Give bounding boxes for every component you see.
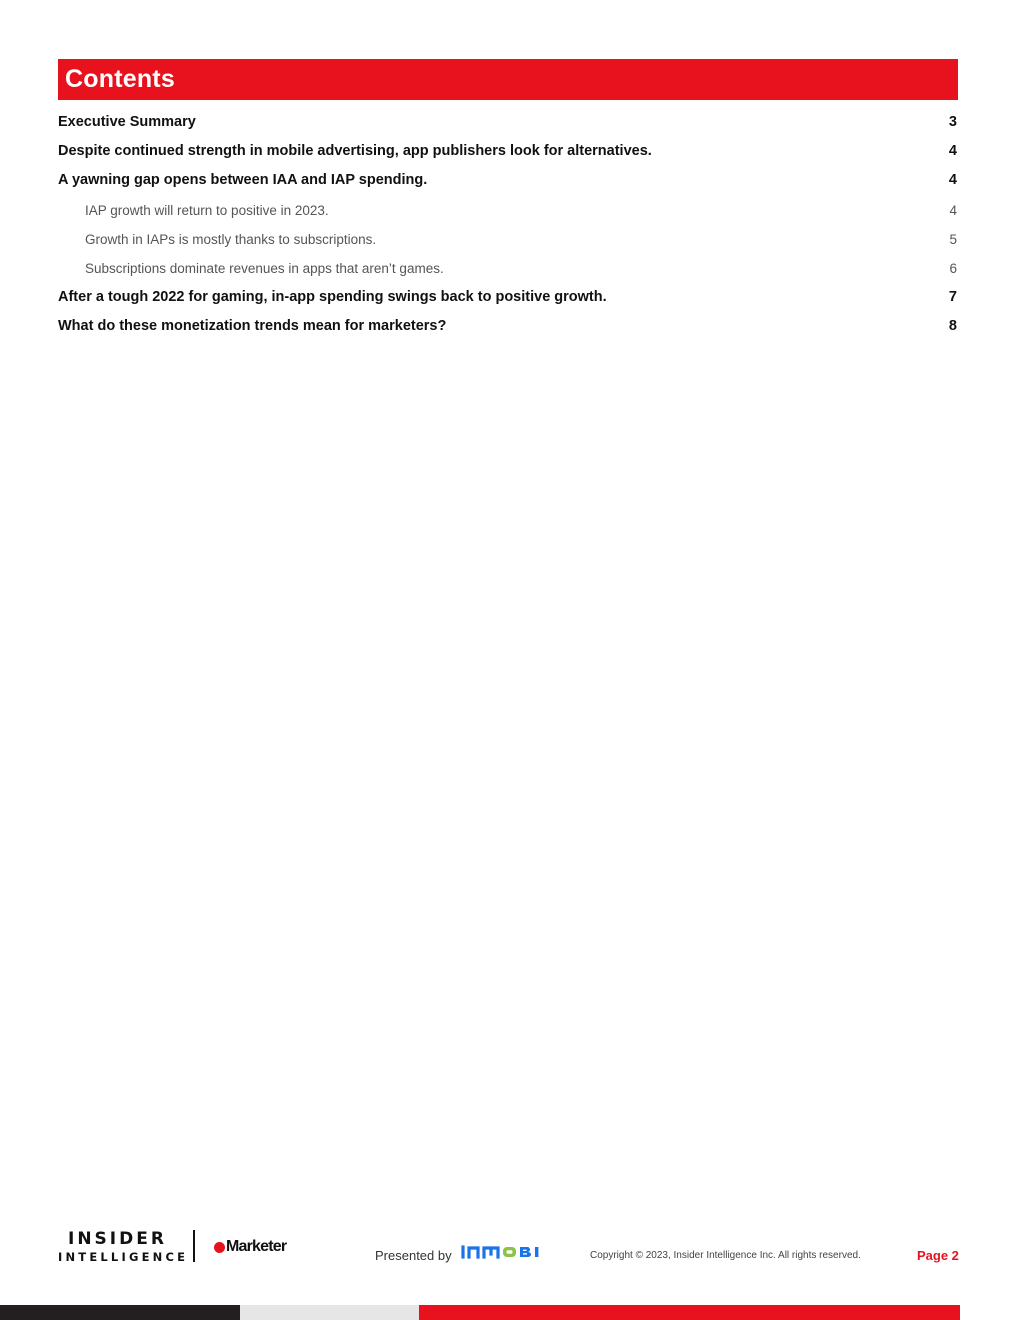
insider-intelligence-logo: INSIDER INTELLIGENCE (58, 1229, 189, 1264)
page-footer (0, 1222, 1020, 1282)
toc-entry-title: Subscriptions dominate revenues in apps that aren’t games. (85, 260, 444, 276)
toc-entry-title: A yawning gap opens between IAA and IAP spending. (58, 172, 428, 189)
toc-entry[interactable] (58, 283, 958, 312)
toc-entry-title: What do these monetization trends mean for marketers? (58, 318, 447, 335)
toc-entry[interactable] (58, 225, 958, 254)
toc-entry-page: 4 (948, 172, 957, 189)
inmobi-logo (461, 1244, 549, 1260)
toc-entry[interactable] (58, 137, 958, 166)
toc-entry-page: 7 (948, 289, 957, 306)
toc-entry[interactable] (58, 166, 958, 195)
toc-entry-page: 8 (948, 318, 957, 335)
toc-entry-page: 4 (949, 202, 957, 218)
toc-entry[interactable] (58, 196, 958, 225)
page-title: Contents (65, 65, 175, 93)
toc-entry-title: After a tough 2022 for gaming, in-app spending swings back to positive growth. (58, 289, 607, 306)
emarketer-wordmark: Marketer (226, 1238, 287, 1255)
bottom-bar-gray-segment (240, 1305, 419, 1320)
table-of-contents (58, 108, 958, 342)
toc-entry-title: Executive Summary (58, 114, 196, 130)
presented-by-label: Presented by (375, 1248, 452, 1263)
toc-entry-title: IAP growth will return to positive in 2023. (85, 202, 329, 218)
emarketer-dot-icon (214, 1242, 225, 1253)
contents-header-banner (58, 59, 958, 100)
bottom-bar-red-segment (419, 1305, 960, 1320)
toc-entry[interactable] (58, 254, 958, 283)
toc-entry-page: 6 (949, 260, 957, 276)
toc-entry-title: Despite continued strength in mobile advertising, app publishers look for alternatives. (58, 143, 652, 160)
toc-entry[interactable] (58, 312, 958, 341)
toc-entry-title: Growth in IAPs is mostly thanks to subscriptions. (85, 231, 377, 247)
bottom-bar-dark-segment (0, 1305, 240, 1320)
copyright-notice: Copyright © 2023, Insider Intelligence Inc. All rights reserved. (590, 1250, 861, 1261)
logo-divider (193, 1230, 195, 1262)
toc-entry-page: 3 (948, 114, 957, 130)
emarketer-logo (214, 1238, 286, 1256)
page-number: Page 2 (917, 1248, 959, 1263)
toc-entry[interactable] (58, 108, 958, 137)
bottom-color-bar (0, 1305, 960, 1320)
toc-entry-page: 4 (948, 143, 957, 160)
toc-entry-page: 5 (949, 231, 957, 247)
